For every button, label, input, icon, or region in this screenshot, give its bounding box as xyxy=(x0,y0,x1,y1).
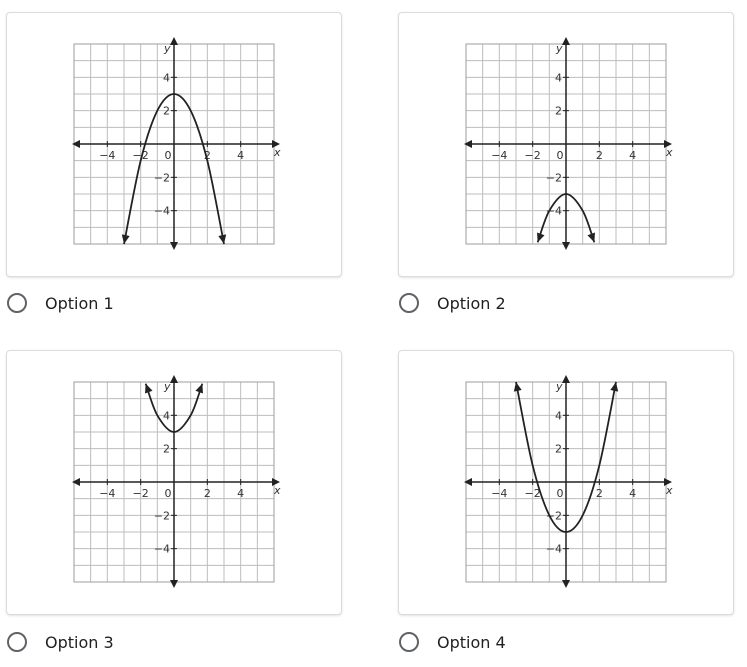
y-tick-label: 2 xyxy=(163,104,170,118)
y-tick-label: −2 xyxy=(545,171,562,185)
option-4-label: Option 4 xyxy=(437,632,506,652)
y-axis-label: y xyxy=(164,380,171,393)
curve-arrow-right xyxy=(587,233,595,243)
x-tick-label: 2 xyxy=(595,149,603,162)
y-axis-arrow-down xyxy=(170,580,178,588)
y-axis-label: y xyxy=(556,42,563,55)
x-tick-label: 0 xyxy=(164,149,172,162)
curve-arrow-left xyxy=(514,382,522,392)
x-tick-label: 0 xyxy=(164,487,172,500)
x-tick-label: 2 xyxy=(203,149,211,162)
option-3-radio[interactable] xyxy=(7,632,27,652)
x-axis-arrow-left xyxy=(72,140,80,148)
y-axis-arrow-down xyxy=(562,242,570,250)
y-tick-label: −2 xyxy=(153,171,170,185)
x-tick-label: −2 xyxy=(132,487,149,500)
x-axis-arrow-left xyxy=(464,478,472,486)
y-tick-label: −4 xyxy=(545,542,562,556)
y-tick-label: 4 xyxy=(555,409,562,423)
graph-card-2 xyxy=(398,12,734,277)
x-tick-label: 4 xyxy=(629,487,637,500)
graph-card-4 xyxy=(398,350,734,615)
x-tick-label: −4 xyxy=(99,149,116,162)
x-tick-label: −2 xyxy=(524,487,541,500)
x-tick-label: 0 xyxy=(556,487,564,500)
y-tick-label: −2 xyxy=(153,509,170,523)
y-axis-arrow-up xyxy=(562,375,570,383)
option-1-label: Option 1 xyxy=(45,293,114,313)
x-tick-label: 4 xyxy=(237,149,245,162)
x-tick-label: 2 xyxy=(203,487,211,500)
y-tick-label: 2 xyxy=(555,442,562,456)
curve-arrow-right xyxy=(218,234,226,244)
x-tick-label: −2 xyxy=(524,149,541,162)
curve-arrow-left xyxy=(537,233,545,243)
y-tick-label: 2 xyxy=(163,442,170,456)
y-tick-label: −4 xyxy=(153,542,170,556)
option-2-radio[interactable] xyxy=(399,293,419,313)
option-2-label: Option 2 xyxy=(437,293,506,313)
y-axis-arrow-up xyxy=(562,37,570,45)
option-4-radio-row[interactable] xyxy=(399,632,506,652)
option-3-label: Option 3 xyxy=(45,632,114,652)
x-axis-arrow-left xyxy=(72,478,80,486)
x-axis-label: x xyxy=(666,146,673,159)
graph-option-2 xyxy=(399,13,733,276)
y-axis-arrow-down xyxy=(170,242,178,250)
option-3-radio-row[interactable] xyxy=(7,632,114,652)
option-2-radio-row[interactable] xyxy=(399,293,506,313)
y-tick-label: −4 xyxy=(153,204,170,218)
option-1-radio-row[interactable] xyxy=(7,293,114,313)
x-tick-label: 4 xyxy=(629,149,637,162)
x-axis-label: x xyxy=(274,484,281,497)
y-tick-label: −2 xyxy=(545,509,562,523)
x-tick-label: 2 xyxy=(595,487,603,500)
x-tick-label: −4 xyxy=(491,149,508,162)
graph-option-1 xyxy=(7,13,341,276)
x-tick-label: −2 xyxy=(132,149,149,162)
graph-option-3 xyxy=(7,351,341,614)
x-axis-label: x xyxy=(274,146,281,159)
y-axis-label: y xyxy=(164,42,171,55)
x-tick-label: 0 xyxy=(556,149,564,162)
y-axis-arrow-up xyxy=(170,37,178,45)
option-4-radio[interactable] xyxy=(399,632,419,652)
curve-arrow-right xyxy=(610,382,618,392)
x-tick-label: −4 xyxy=(491,487,508,500)
y-tick-label: 4 xyxy=(555,71,562,85)
graph-card-1 xyxy=(6,12,342,277)
y-axis-arrow-up xyxy=(170,375,178,383)
y-tick-label: 4 xyxy=(163,409,170,423)
curve-arrow-right xyxy=(195,384,203,394)
curve-arrow-left xyxy=(145,384,153,394)
y-axis-label: y xyxy=(556,380,563,393)
x-axis-arrow-left xyxy=(464,140,472,148)
y-tick-label: 2 xyxy=(555,104,562,118)
x-axis-label: x xyxy=(666,484,673,497)
y-tick-label: −4 xyxy=(545,204,562,218)
curve-arrow-left xyxy=(122,234,130,244)
option-1-radio[interactable] xyxy=(7,293,27,313)
graph-card-3 xyxy=(6,350,342,615)
x-tick-label: 4 xyxy=(237,487,245,500)
graph-option-4 xyxy=(399,351,733,614)
x-tick-label: −4 xyxy=(99,487,116,500)
y-axis-arrow-down xyxy=(562,580,570,588)
y-tick-label: 4 xyxy=(163,71,170,85)
